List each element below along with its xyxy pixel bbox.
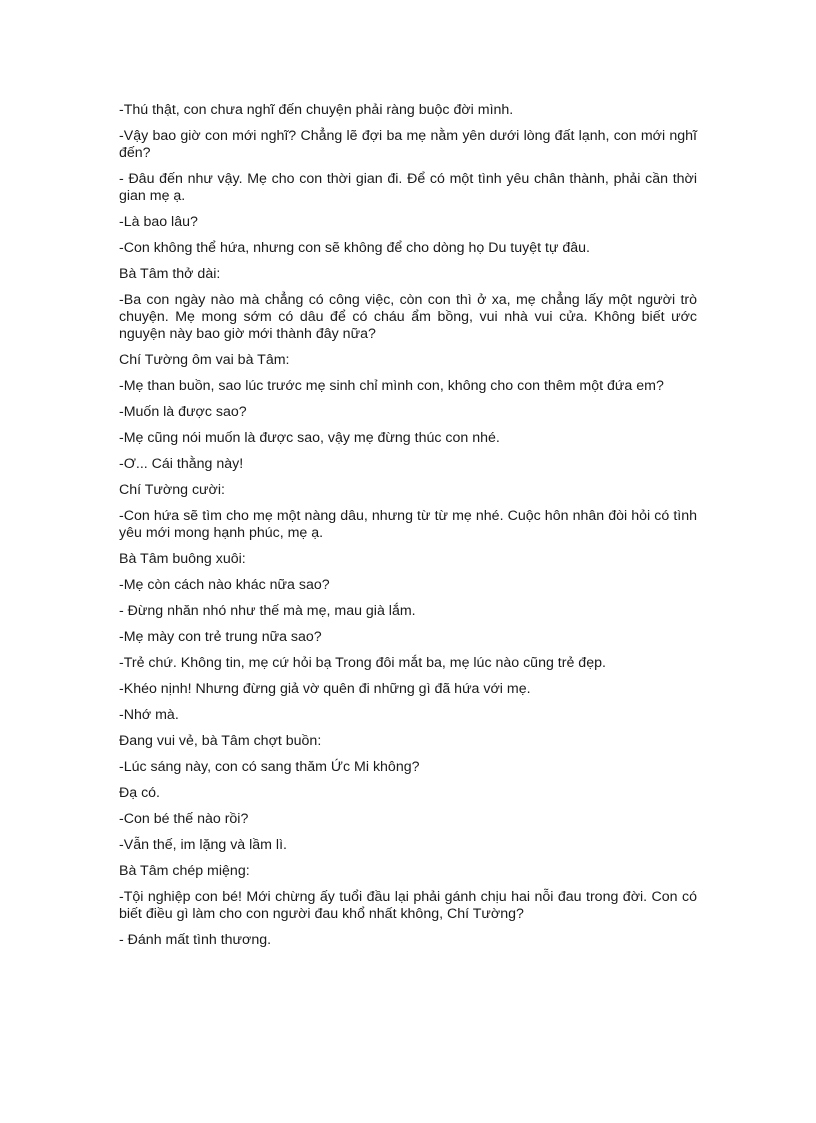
paragraph: -Thú thật, con chưa nghĩ đến chuyện phải ràng buộc đời mình.: [119, 102, 514, 118]
paragraph: -Ba con ngày nào mà chẳng có công việc, còn con thì ở xa, mẹ chẳng lấy một người trò chuyện. Mẹ mong sớm có dâu để có cháu ẩm bồng, vui nhà vui cửa. Không biết ước nguyện này bao giờ mới thành đây nữa?: [119, 292, 697, 342]
paragraph: -Vậy bao giờ con mới nghĩ? Chẳng lẽ đợi ba mẹ nằm yên dưới lòng đất lạnh, con mới nghĩ đến?: [119, 128, 697, 161]
paragraph: - Đánh mất tình thương.: [119, 932, 272, 948]
paragraph: Bà Tâm buông xuôi:: [119, 551, 246, 567]
paragraph: Đạ có.: [119, 785, 161, 801]
paragraph: Bà Tâm thở dài:: [119, 266, 221, 282]
paragraph: Bà Tâm chép miệng:: [119, 863, 250, 879]
paragraph: -Con bé thế nào rồi?: [119, 811, 249, 827]
paragraph: -Trẻ chứ. Không tin, mẹ cứ hỏi bạ Trong đôi mắt ba, mẹ lúc nào cũng trẻ đẹp.: [119, 655, 606, 671]
paragraph: -Vẫn thế, im lặng và lầm lì.: [119, 837, 287, 853]
paragraph: -Tội nghiệp con bé! Mới chừng ấy tuổi đầu lại phải gánh chịu hai nỗi đau trong đời. Con có biết điều gì làm cho con người đau khổ nhất không, Chí Tường?: [119, 889, 697, 922]
paragraph: -Mẹ cũng nói muốn là được sao, vậy mẹ đừng thúc con nhé.: [119, 430, 500, 446]
paragraph: Chí Tường ôm vai bà Tâm:: [119, 352, 290, 368]
paragraph: -Muốn là được sao?: [119, 404, 247, 420]
paragraph: Chí Tường cười:: [119, 482, 225, 498]
paragraph: -Con hứa sẽ tìm cho mẹ một nàng dâu, nhưng từ từ mẹ nhé. Cuộc hôn nhân đòi hỏi có tình yêu mới mong hạnh phúc, mẹ ạ.: [119, 508, 697, 541]
paragraph: -Con không thể hứa, nhưng con sẽ không để cho dòng họ Du tuyệt tự đâu.: [119, 240, 590, 256]
paragraph: -Ơ... Cái thằng này!: [119, 456, 244, 472]
paragraph: -Khéo nịnh! Nhưng đừng giả vờ quên đi những gì đã hứa với mẹ.: [119, 681, 531, 697]
paragraph: - Đừng nhăn nhó như thế mà mẹ, mau già lắm.: [119, 603, 416, 619]
paragraph: -Nhớ mà.: [119, 707, 179, 723]
paragraph: Đang vui vẻ, bà Tâm chợt buồn:: [119, 733, 322, 749]
paragraph: -Lúc sáng này, con có sang thăm Ức Mi không?: [119, 759, 420, 775]
paragraph: -Mẹ mày con trẻ trung nữa sao?: [119, 629, 322, 645]
paragraph: -Mẹ than buồn, sao lúc trước mẹ sinh chỉ mình con, không cho con thêm một đứa em?: [119, 378, 664, 394]
document-body: [119, 102, 697, 958]
paragraph: -Là bao lâu?: [119, 214, 198, 230]
paragraph: -Mẹ còn cách nào khác nữa sao?: [119, 577, 330, 593]
paragraph: - Đâu đến như vậy. Mẹ cho con thời gian đi. Để có một tình yêu chân thành, phải cần thời gian mẹ ạ.: [119, 171, 697, 204]
